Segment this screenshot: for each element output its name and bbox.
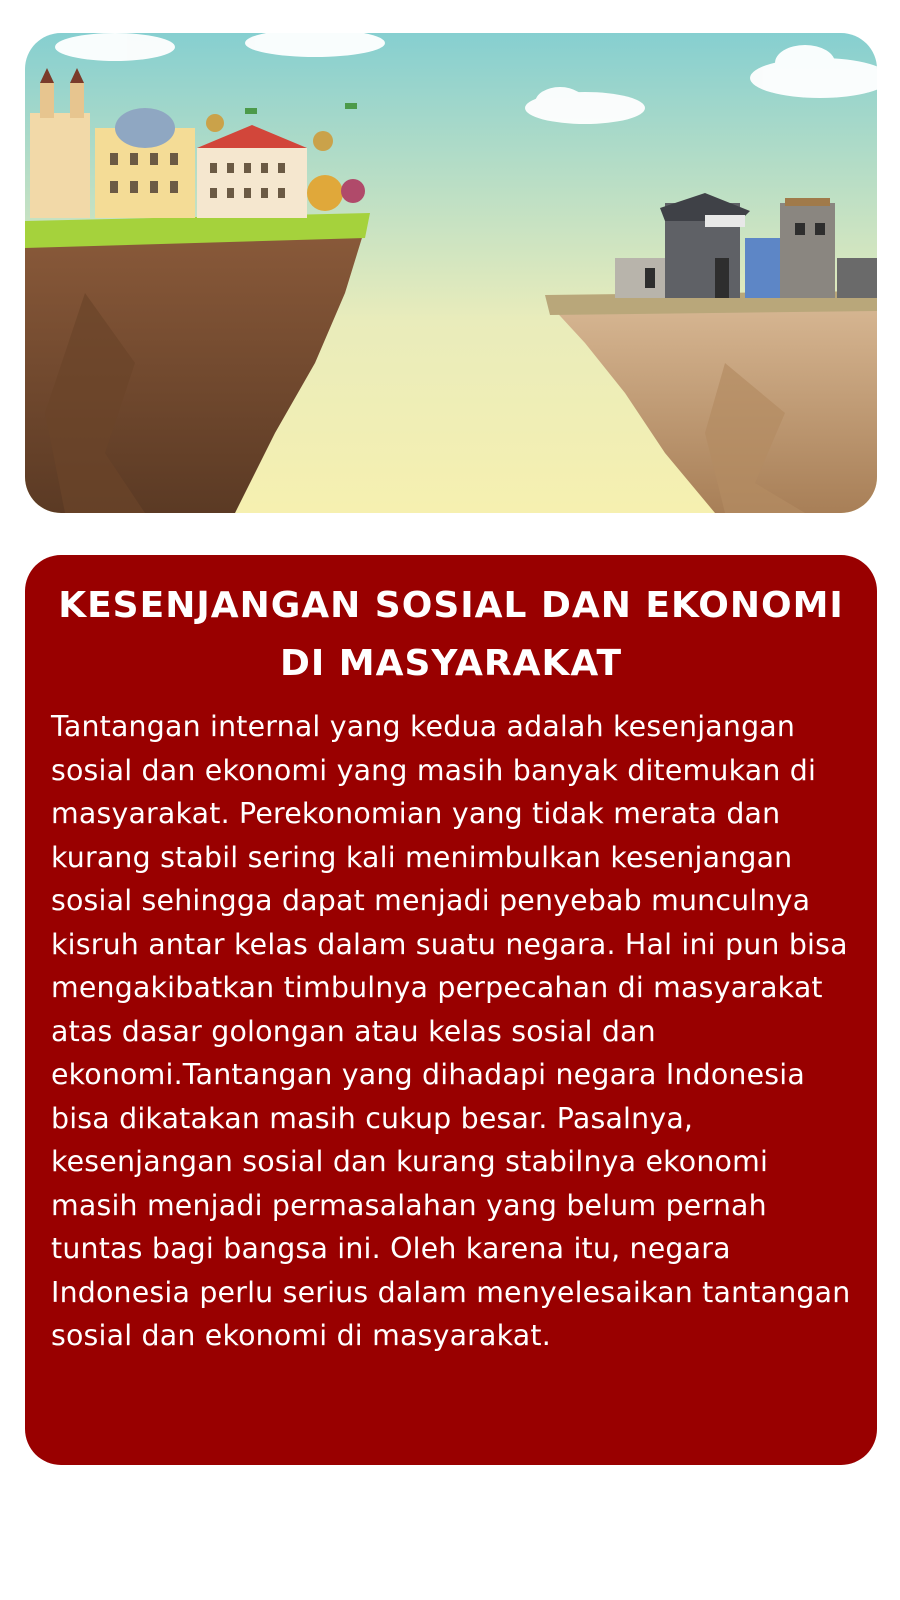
info-card [25, 555, 877, 1465]
card-body-text: Tantangan internal yang kedua adalah kesenjangan sosial dan ekonomi yang masih banyak ditemukan di masyarakat. Perekonomian yang tidak merata dan kurang stabil sering kali menimbulkan kesenjangan sosial sehingga dapat menjadi penyebab munculnya kisruh antar kelas dalam suatu negara. Hal ini pun bisa mengakibatkan timbulnya perpecahan di masyarakat atas dasar golongan atau kelas sosial dan ekonomi.Tantangan yang dihadapi negara Indonesia bisa dikatakan masih cukup besar. Pasalnya, kesenjangan sosial dan kurang stabilnya ekonomi masih menjadi permasalahan yang belum pernah tuntas bagi bangsa ini. Oleh karena itu, negara Indonesia perlu serius dalam menyelesaikan tantangan sosial dan ekonomi di masyarakat. [51, 710, 851, 1352]
rich-poor-cliffs-illustration [25, 33, 877, 513]
illustration-image [25, 33, 877, 513]
card-title: KESENJANGAN SOSIAL DAN EKONOMI DI MASYARAKAT [58, 585, 844, 684]
